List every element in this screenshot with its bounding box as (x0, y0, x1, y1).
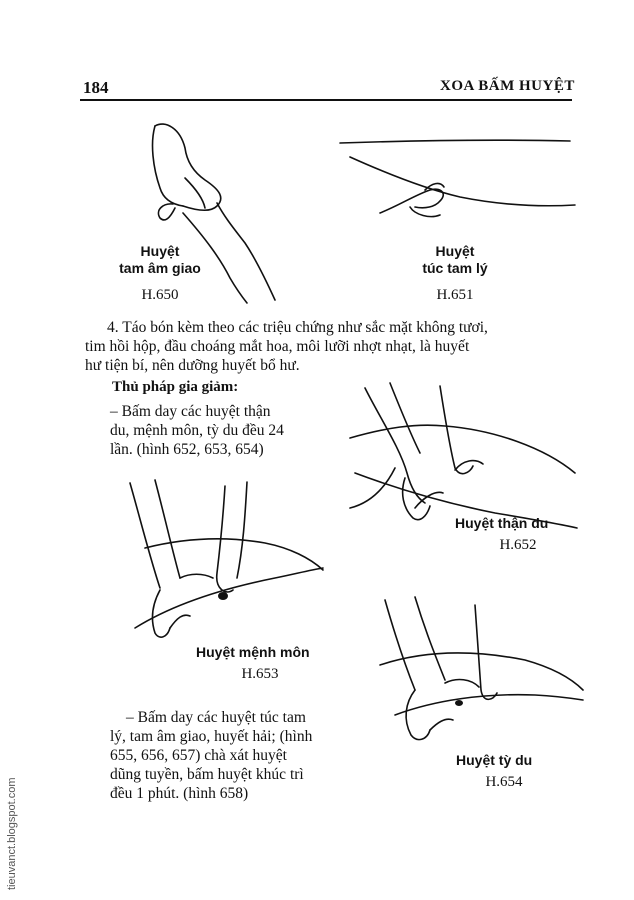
item-2 (110, 708, 362, 803)
paragraph-4-line2: tim hồi hộp, đầu choáng mắt hoa, môi lưỡi nhợt nhạt, là huyết (85, 338, 470, 355)
item-2-line2: lý, tam âm giao, huyết hải; (hình (110, 728, 313, 745)
illustration-h654 (375, 595, 585, 750)
caption-h652: Huyệt thận du (455, 515, 549, 531)
illustration-h653 (125, 478, 325, 648)
caption-h654: Huyệt tỳ du (456, 752, 533, 768)
illustration-h651 (340, 135, 580, 230)
caption-h650 (105, 243, 215, 277)
running-title: XOA BẤM HUYỆT (440, 78, 575, 94)
figure-label-h651: H.651 (436, 287, 474, 303)
subheading-technique: Thủ pháp gia giảm: (112, 379, 239, 395)
side-watermark: tieuvanct.blogspot.com (6, 777, 18, 890)
item-1-line1: – Bấm day các huyệt thận (110, 403, 271, 420)
header-rule (80, 99, 572, 101)
illustration-h652 (345, 378, 580, 538)
figure-label-h653: H.653 (241, 666, 279, 682)
page-number: 184 (83, 78, 109, 97)
item-2-line1: – Bấm day các huyệt túc tam (126, 709, 306, 726)
caption-h650-line1: Huyệt (140, 243, 180, 259)
item-2-line5: đều 1 phút. (hình 658) (110, 785, 249, 802)
caption-h651-line2: túc tam lý (422, 260, 488, 276)
item-2-line4: dũng tuyền, bấm huyệt khúc trì (110, 766, 304, 783)
item-2-line3: 655, 656, 657) chà xát huyệt (110, 747, 287, 764)
caption-h653: Huyệt mệnh môn (196, 644, 310, 660)
caption-h651-line1: Huyệt (435, 243, 475, 259)
item-1-line3: lần. (hình 652, 653, 654) (110, 441, 264, 458)
figure-label-h650: H.650 (141, 287, 179, 303)
figure-label-h652: H.652 (499, 537, 537, 553)
paragraph-4 (85, 318, 571, 375)
caption-h650-line2: tam âm giao (119, 260, 201, 276)
item-1-line2: du, mệnh môn, tỳ du đều 24 (110, 422, 284, 439)
caption-h651 (400, 243, 510, 277)
paragraph-4-line3: hư tiện bí, nên dưỡng huyết bổ hư. (85, 357, 300, 374)
figure-label-h654: H.654 (485, 774, 523, 790)
item-1 (110, 402, 340, 459)
paragraph-4-line1: 4. Táo bón kèm theo các triệu chứng như sắc mặt không tươi, (107, 319, 488, 336)
